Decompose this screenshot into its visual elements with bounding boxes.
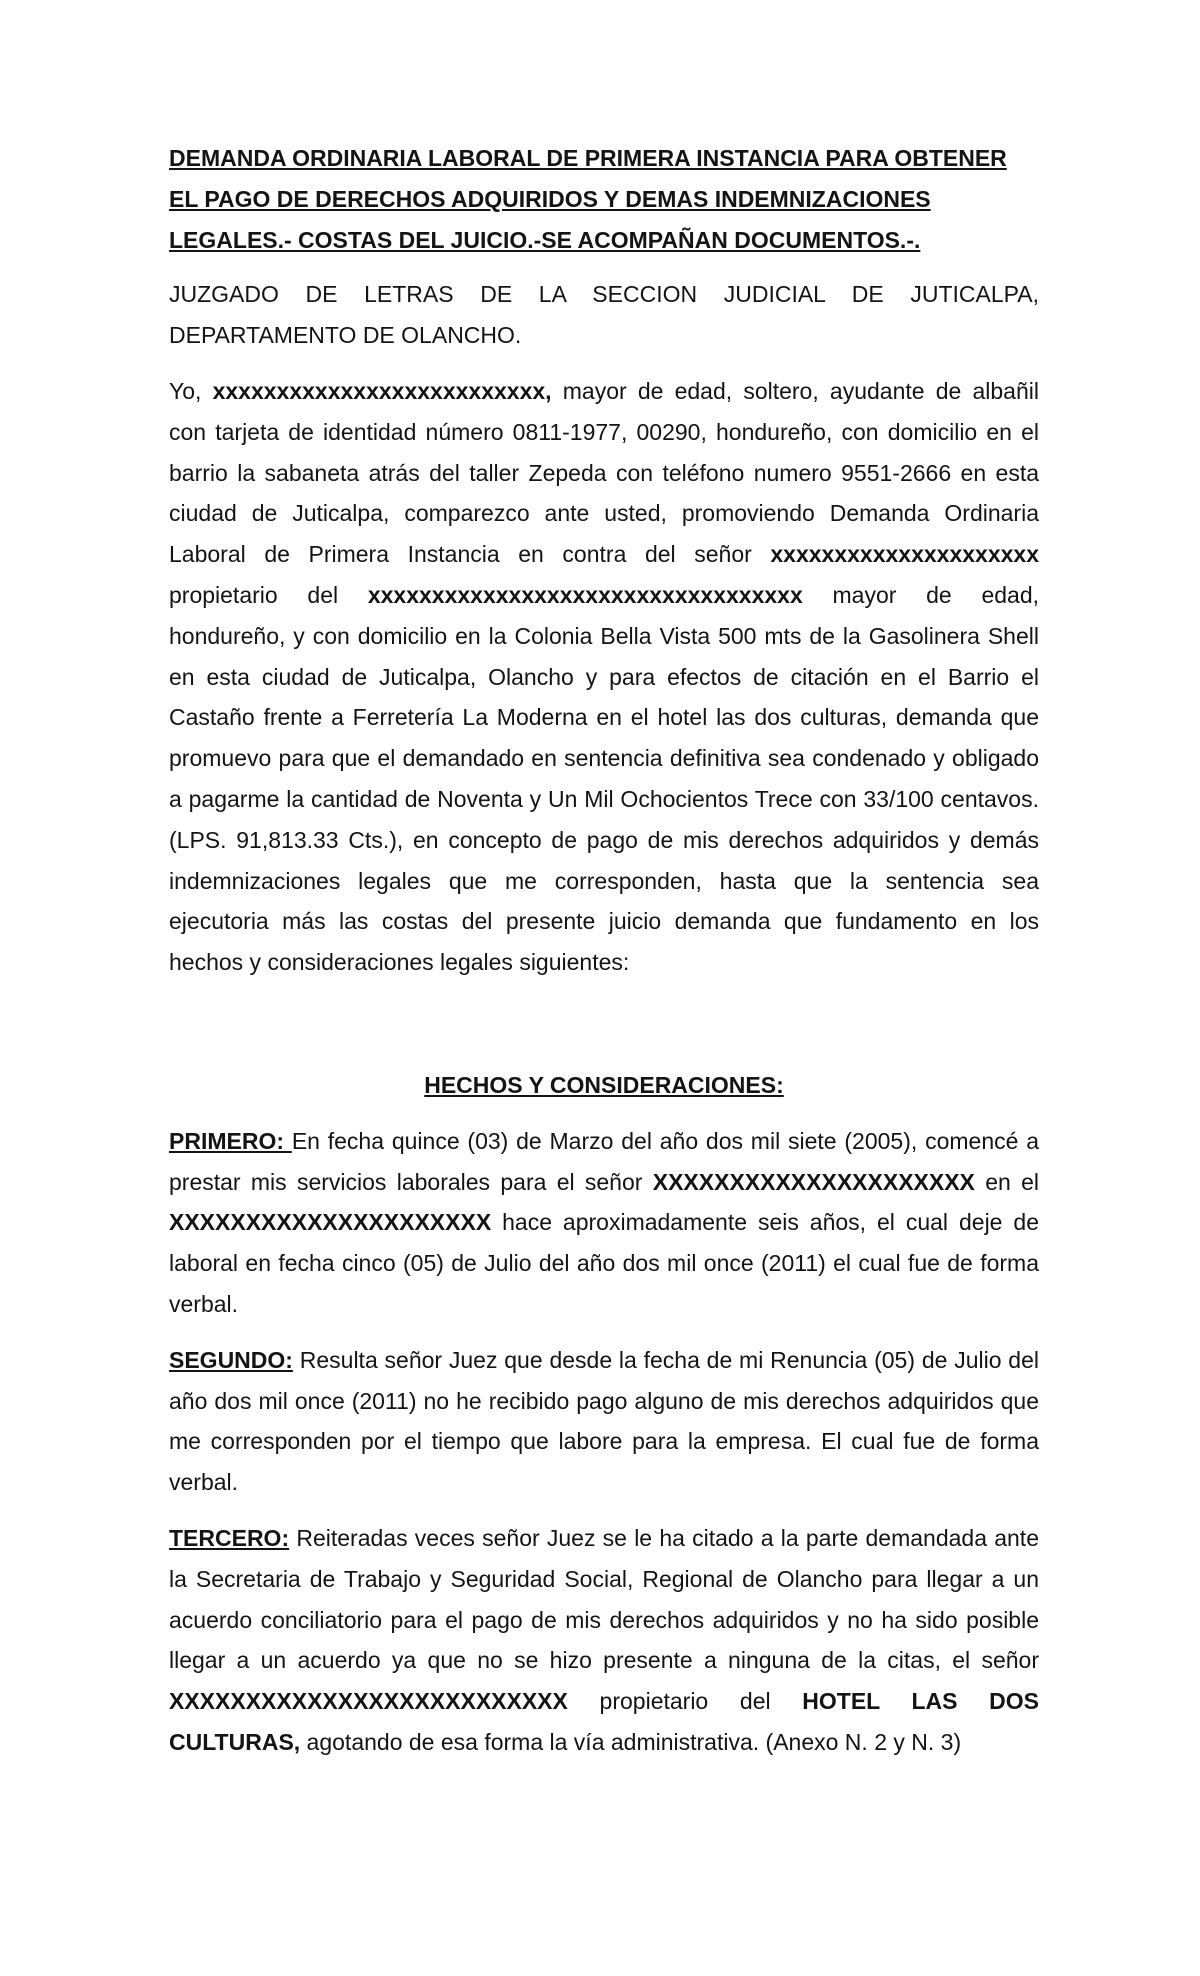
section-heading: HECHOS Y CONSIDERACIONES: — [424, 1071, 784, 1098]
tercero-redacted: XXXXXXXXXXXXXXXXXXXXXXXXXX — [169, 1688, 568, 1715]
segundo-label: SEGUNDO: — [169, 1346, 293, 1373]
defendant-name: xxxxxxxxxxxxxxxxxxxxx — [770, 541, 1039, 568]
intro-text-4: mayor de edad, hondureño, y con domicilio en la Colonia Bella Vista 500 mts de la Gasolinera Shell en esta ciudad de Juticalpa, Olancho y para efectos de citación en el Barrio el Castaño frente a Ferretería La Moderna en el hotel las dos culturas, demanda que promuevo para que el demandado en sentencia definitiva sea condenado y obligado a pagarme la cantidad de Noventa y Un Mil Ochocientos Trece con 33/100 centavos. (LPS. 91,813.33 Cts.), en concepto de pago de mis derechos adquiridos y demás indemnizaciones legales que me corresponden, hasta que la sentencia sea ejecutoria más las costas del presente juicio demanda que fundamento en los hechos y consideraciones legales siguientes: — [169, 581, 1039, 976]
document-page — [169, 138, 1039, 1778]
primero-gap — [284, 1128, 292, 1154]
primero-text-3: hace aproximadamente seis años, el cual deje de laboral en fecha cinco (05) de Julio del año dos mil once (2011) el cual fue de forma verbal. — [169, 1209, 1039, 1317]
plaintiff-name: xxxxxxxxxxxxxxxxxxxxxxxxxx, — [212, 377, 552, 404]
primero-redacted-1: XXXXXXXXXXXXXXXXXXXXX — [652, 1168, 975, 1195]
court-address: JUZGADO DE LETRAS DE LA SECCION JUDICIAL DE JUTICALPA, DEPARTAMENTO DE OLANCHO. — [169, 281, 1039, 349]
hotel-name: HOTEL LAS DOS CULTURAS, — [169, 1688, 1039, 1755]
tercero-text-2: propietario del — [567, 1688, 803, 1715]
title-line-1: DEMANDA ORDINARIA LABORAL DE PRIMERA INSTANCIA PARA OBTENER — [169, 145, 1007, 171]
tercero-label: TERCERO: — [169, 1524, 290, 1551]
intro-paragraph — [169, 371, 1039, 983]
intro-text-2: mayor de edad, soltero, ayudante de albañil con tarjeta de identidad número 0811-1977, 00290, hondureño, con domicilio en el barrio la sabaneta atrás del taller Zepeda con teléfono numero 9551-2666 en esta ciudad de Juticalpa, comparezco ante usted, promoviendo Demanda Ordinaria Laboral de Primera Instancia en contra del señor — [169, 377, 1039, 568]
intro-text-1: Yo, — [169, 377, 213, 404]
tercero-text-3: agotando de esa forma la vía administrativa. (Anexo N. 2 y N. 3) — [300, 1728, 962, 1755]
business-name: xxxxxxxxxxxxxxxxxxxxxxxxxxxxxxxxxx — [367, 581, 803, 608]
fact-primero — [169, 1121, 1039, 1325]
intro-text-3: propietario del — [169, 581, 368, 608]
primero-text-2: en el — [974, 1168, 1039, 1195]
title-line-3: LEGALES.- COSTAS DEL JUICIO.-SE ACOMPAÑAN DOCUMENTOS.-. — [169, 226, 921, 253]
primero-text-1: En fecha quince (03) de Marzo del año dos mil siete (2005), comencé a prestar mis servicios laborales para el señor — [169, 1127, 1040, 1195]
primero-redacted-2: XXXXXXXXXXXXXXXXXXXXX — [169, 1209, 492, 1236]
fact-tercero — [169, 1518, 1039, 1763]
document-title — [169, 138, 1039, 260]
tercero-text-1: Reiteradas veces señor Juez se le ha citado a la parte demandada ante la Secretaria de Trabajo y Seguridad Social, Regional de Olancho para llegar a un acuerdo conciliatorio para el pago de mis derechos adquiridos y no ha sido posible llegar a un acuerdo ya que no se hizo presente a ninguna de la citas, el señor — [169, 1524, 1039, 1674]
primero-label: PRIMERO: — [169, 1127, 284, 1154]
fact-segundo — [169, 1340, 1039, 1503]
title-line-2: EL PAGO DE DERECHOS ADQUIRIDOS Y DEMAS INDEMNIZACIONES — [169, 185, 931, 212]
segundo-text: Resulta señor Juez que desde la fecha de mi Renuncia (05) de Julio del año dos mil once (2011) no he recibido pago alguno de mis derechos adquiridos que me corresponden por el tiempo que labore para la empresa. El cual fue de forma verbal. — [169, 1346, 1039, 1496]
